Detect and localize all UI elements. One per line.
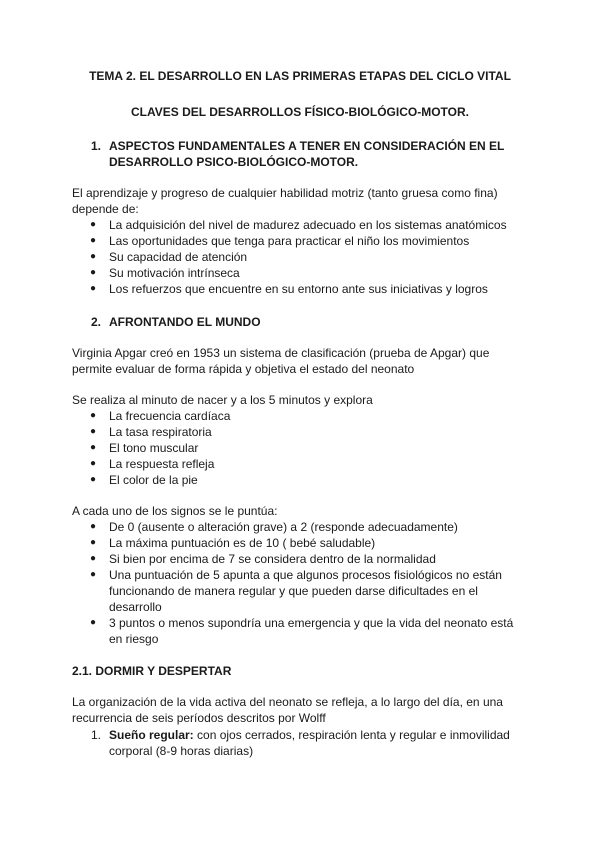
list-item: Si bien por encima de 7 se considera dentro de la normalidad	[109, 552, 436, 566]
document-title: TEMA 2. EL DESARROLLO EN LAS PRIMERAS ETAPAS DEL CICLO VITAL	[89, 69, 511, 83]
list-item: 3 puntos o menos supondría una emergencia y que la vida del neonato está	[109, 616, 514, 630]
section1-heading-line1: ASPECTOS FUNDAMENTALES A TENER EN CONSIDERACIÓN EN EL	[109, 139, 505, 153]
section2-number: 2.	[91, 315, 102, 329]
bullet-marker: ●	[90, 235, 97, 246]
list-item-number: 1.	[91, 728, 102, 742]
section2-heading: AFRONTANDO EL MUNDO	[109, 315, 261, 329]
list-item: Su motivación intrínseca	[109, 266, 240, 280]
bullet-marker: ●	[90, 219, 97, 230]
list-item: La frecuencia cardíaca	[109, 409, 231, 423]
list-item: Los refuerzos que encuentre en su entorno ante sus iniciativas y logros	[109, 282, 488, 296]
section2-para1-line2: permite evaluar de forma rápida y objetiva el estado del neonato	[72, 362, 415, 376]
bullet-marker: ●	[90, 569, 97, 580]
document-subtitle: CLAVES DEL DESARROLLOS FÍSICO-BIOLÓGICO-MOTOR.	[130, 105, 469, 119]
list-item-continuation: corporal (8-9 horas diarias)	[109, 744, 254, 758]
bullet-marker: ●	[90, 251, 97, 262]
bullet-marker: ●	[90, 410, 97, 421]
list-item: La tasa respiratoria	[109, 425, 212, 439]
list-item: La adquisición del nivel de madurez adecuado en los sistemas anatómicos	[109, 218, 507, 232]
section2-para2: Se realiza al minuto de nacer y a los 5 minutos y explora	[72, 393, 373, 407]
bullet-marker: ●	[90, 553, 97, 564]
list-item: Una puntuación de 5 apunta a que algunos procesos fisiológicos no están	[109, 568, 502, 582]
section1-heading-line2: DESARROLLO PSICO-BIOLÓGICO-MOTOR.	[109, 155, 359, 169]
list-item-continuation: funcionando de manera regular y que pueden darse dificultades en el	[109, 584, 478, 598]
list-item	[109, 727, 510, 743]
list-item: La respuesta refleja	[109, 457, 215, 471]
list-item: De 0 (ausente o alteración grave) a 2 (responde adecuadamente)	[109, 520, 458, 534]
list-item: La máxima puntuación es de 10 ( bebé saludable)	[109, 536, 376, 550]
section2-para3: A cada uno de los signos se le puntúa:	[72, 504, 278, 518]
bullet-marker: ●	[90, 458, 97, 469]
section2-para1-line1: Virginia Apgar creó en 1953 un sistema de clasificación (prueba de Apgar) que	[72, 346, 490, 360]
bullet-marker: ●	[90, 267, 97, 278]
bullet-marker: ●	[90, 521, 97, 532]
list-item-label: Sueño regular:	[109, 728, 194, 742]
section2-1-heading: 2.1. DORMIR Y DESPERTAR	[72, 664, 232, 678]
section1-intro-line2: depende de:	[72, 202, 139, 216]
list-item: El tono muscular	[109, 441, 199, 455]
list-item: Su capacidad de atención	[109, 250, 248, 264]
section1-intro-line1: El aprendizaje y progreso de cualquier habilidad motriz (tanto gruesa como fina)	[72, 186, 498, 200]
section2-1-para-line1: La organización de la vida activa del neonato se refleja, a lo largo del día, en una	[72, 695, 503, 709]
list-item-continuation: desarrollo	[109, 600, 162, 614]
bullet-marker: ●	[90, 474, 97, 485]
list-item: Las oportunidades que tenga para practicar el niño los movimientos	[109, 234, 470, 248]
list-item-text: con ojos cerrados, respiración lenta y regular e inmovilidad	[193, 728, 510, 742]
bullet-marker: ●	[90, 442, 97, 453]
bullet-marker: ●	[90, 283, 97, 294]
bullet-marker: ●	[90, 426, 97, 437]
bullet-marker: ●	[90, 617, 97, 628]
section1-number: 1.	[91, 139, 102, 153]
list-item: El color de la pie	[109, 473, 198, 487]
section2-1-para-line2: recurrencia de seis períodos descritos por Wolff	[72, 711, 326, 725]
bullet-marker: ●	[90, 537, 97, 548]
list-item-continuation: en riesgo	[109, 632, 159, 646]
